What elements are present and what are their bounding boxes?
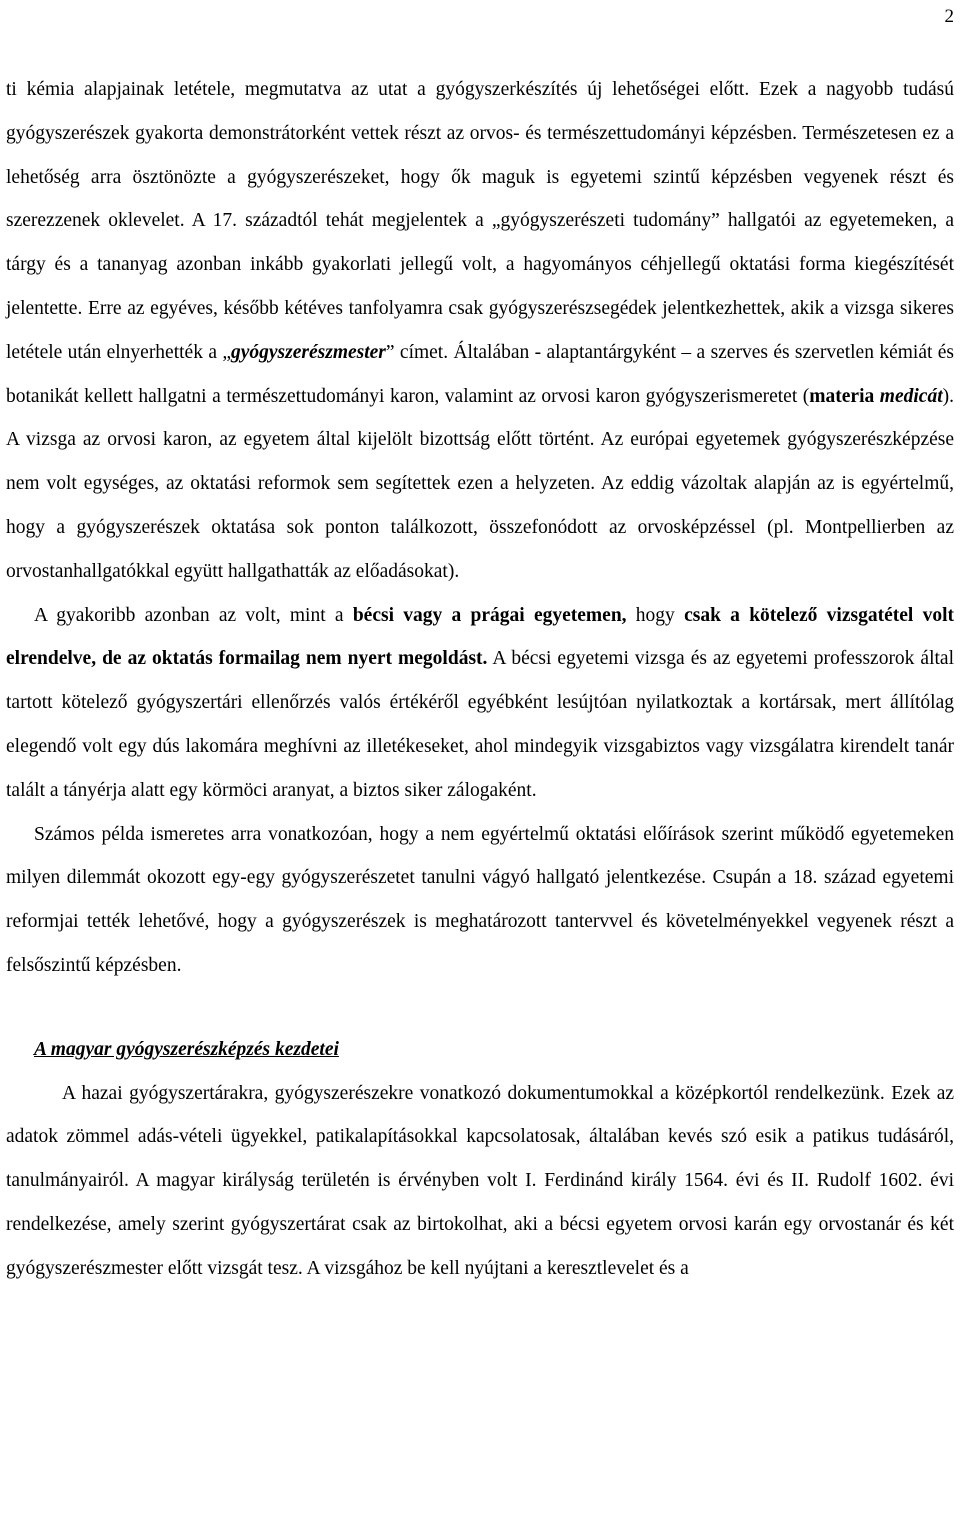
paragraph-text: A gyakoribb azonban az volt, mint a: [34, 604, 353, 626]
paragraph-text: ). A vizsga az orvosi karon, az egyetem által kijelölt bizottság előtt történt. Az európai egyetemek gyógyszerészképzése nem volt egységes, az oktatási reformok sem segítettek ezen a helyzeten. Az eddig vázoltak alapján az is egyértelmű, hogy a gyógyszerészek oktatása sok ponton találkozott, összefonódott az orvosképzéssel (pl. Montpellierben az orvostanhallgatókkal együtt hallgathatták az előadásokat).: [6, 385, 954, 582]
document-body: [6, 68, 954, 1291]
emphasis-gyogyszereszmester: gyógyszerészmester: [231, 341, 386, 363]
emphasis-medicat: medicát: [879, 385, 943, 407]
emphasis-vienna-prague: bécsi vagy a prágai egyetemen,: [352, 604, 627, 626]
section-heading: A magyar gyógyszerészképzés kezdetei: [34, 1038, 339, 1060]
paragraph-text: ” címet. Általában - alaptantárgyként – a szerves és szervetlen kémiát és botanikát kellett hallgatni a természettudományi karon, valamint az orvosi karon gyógyszerismeretet (: [6, 341, 954, 407]
paragraph-university-education: [6, 68, 954, 594]
paragraph-text: hogy: [626, 604, 685, 626]
page-number: 2: [944, 6, 954, 27]
emphasis-materia: materia: [809, 385, 875, 407]
paragraph-vienna-prague: [6, 594, 954, 813]
paragraph-examples: Számos példa ismeretes arra vonatkozóan, hogy a nem egyértelmű oktatási előírások szerint működő egyetemeken milyen dilemmát okozott egy-egy gyógyszerészetet tanulni vágyó hallgató jelentkezése. Csupán a 18. század egyetemi reformjai tették lehetővé, hogy a gyógyszerészek is meghatározott tantervvel és követelményekkel vegyenek részt a felsőszintű képzésben.: [6, 823, 954, 976]
paragraph-text: A bécsi egyetemi vizsga és az egyetemi professzorok által tartott kötelező gyógyszertári ellenőrzés valós értékéről egyébként lesújtóan nyilatkoztak a kortársak, mert állítólag elegendő volt egy dús lakomára meghívni az illetékeseket, ahol mindegyik vizsgabiztos vagy vizsgálatra kirendelt tanár talált a tányérja alatt egy körmöci aranyat, a biztos siker zálogaként.: [6, 648, 954, 801]
emphasis-mandatory-exam: csak a kötelező vizsgatétel volt elrendelve, de az oktatás formailag nem nyert megoldást.: [6, 604, 954, 670]
paragraph-hungarian-pharmacies: A hazai gyógyszertárakra, gyógyszerészekre vonatkozó dokumentumokkal a középkortól rendelkezünk. Ezek az adatok zömmel adás-vételi ügyekkel, patikalapításokkal kapcsolatosak, általában kevés szó esik a patikus tudásáról, tanulmányairól. A magyar királyság területén is érvényben volt I. Ferdinánd király 1564. évi és II. Rudolf 1602. évi rendelkezése, amely szerint gyógyszertárat csak az birtokolhat, aki a bécsi egyetem orvosi karán egy orvostanár és két gyógyszerészmester előtt vizsgát tesz. A vizsgához be kell nyújtani a keresztlevelet és a: [6, 1082, 954, 1279]
paragraph-text: ti kémia alapjainak letétele, megmutatva az utat a gyógyszerkészítés új lehetőségei előtt. Ezek a nagyobb tudású gyógyszerészek gyakorta demonstrátorként vettek részt az orvos- és természettudományi képzésben. Természetesen ez a lehetőség arra ösztönözte a gyógyszerészeket, hogy ők maguk is egyetemi szintű képzésben vegyenek részt és szerezzenek oklevelet. A 17. századtól tehát megjelentek a „gyógyszerészeti tudomány” hallgatói az egyetemeken, a tárgy és a tananyag azonban inkább gyakorlati jellegű volt, a hagyományos céhjellegű oktatási forma kiegészítését jelentette. Erre az egyéves, később kétéves tanfolyamra csak gyógyszerészsegédek jelentkezhettek, akik a vizsga sikeres letétele után elnyerhették a „: [6, 79, 954, 363]
